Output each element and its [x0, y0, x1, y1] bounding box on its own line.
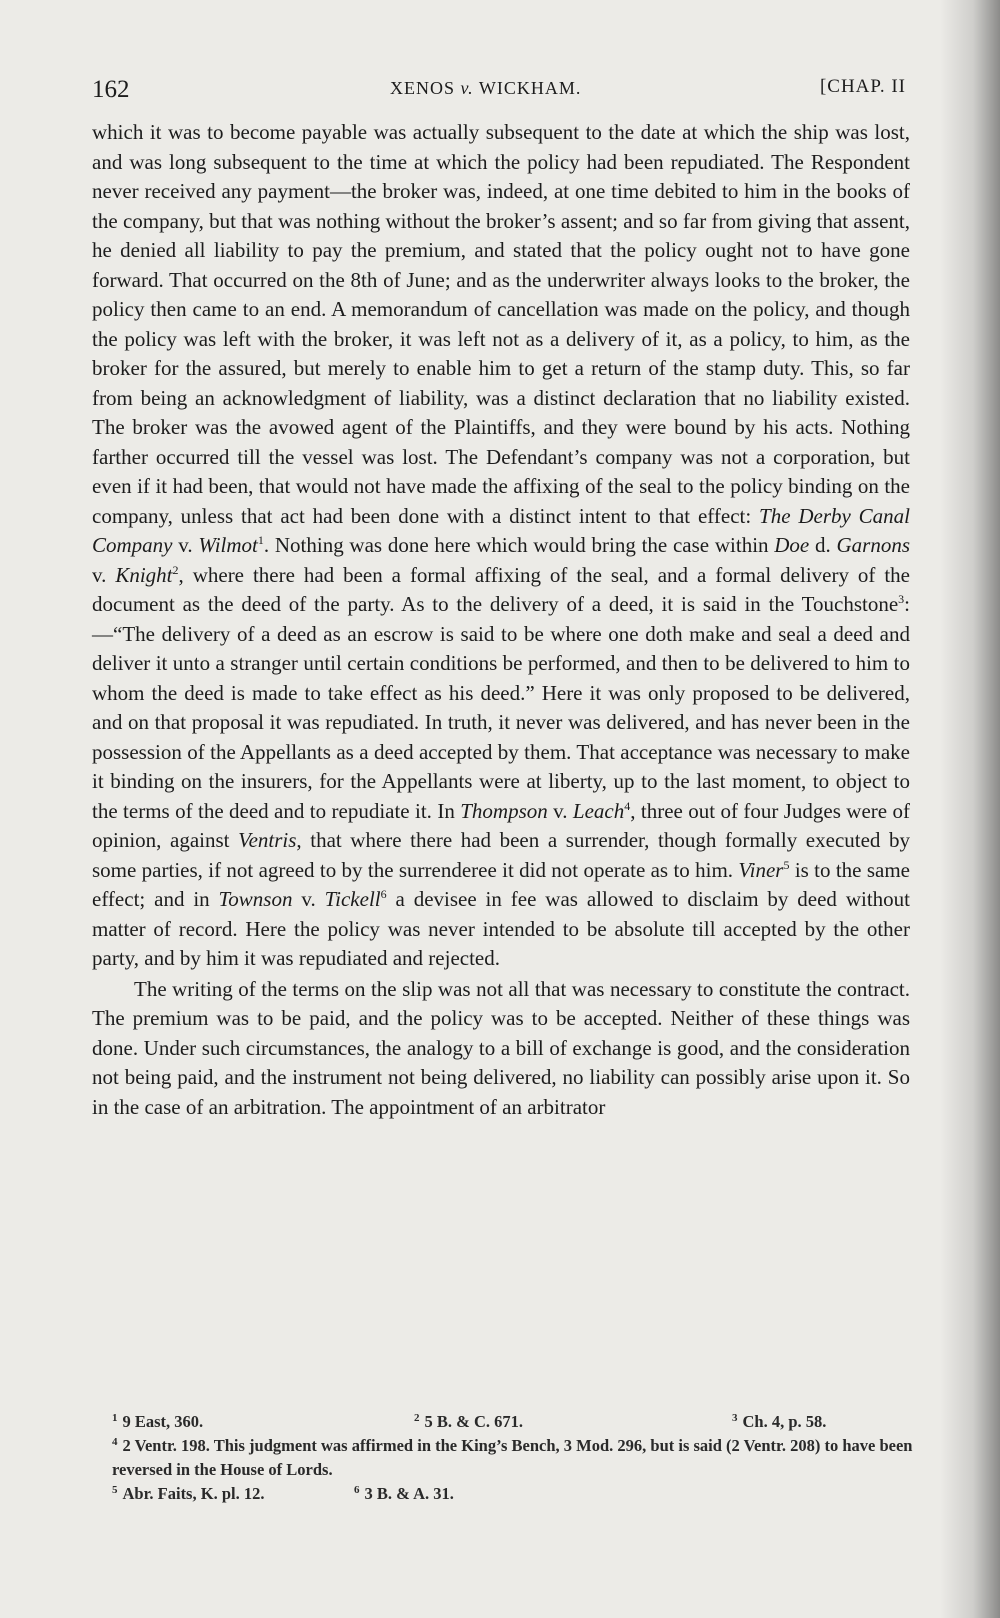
case-name: Thompson: [460, 798, 548, 823]
case-name: Doe: [774, 533, 810, 557]
running-title-part: XENOS: [390, 78, 461, 98]
footnote-marker: 4: [112, 1435, 118, 1448]
footnote-ref: 5: [783, 857, 790, 872]
text-run: . Nothing was done here which would bring the case within: [263, 533, 775, 557]
case-name: Knight: [115, 562, 173, 587]
footnote-3: [614, 1410, 874, 1434]
text-run: v.: [547, 798, 573, 823]
footnotes: [94, 1410, 914, 1506]
running-title-versus: v.: [460, 78, 474, 98]
case-name: Tickell: [324, 887, 381, 911]
case-name: Townson: [218, 887, 293, 911]
footnote-ref: 1: [257, 533, 264, 547]
footnote-ref: 3: [898, 592, 905, 606]
case-name: Leach: [572, 798, 625, 823]
page-number: 162: [92, 76, 130, 103]
case-name: Wilmot: [198, 533, 258, 557]
footnote-text: 2 Ventr. 198. This judgment was affirmed in the King’s Bench, 3 Mod. 296, but is said (2 Ventr. 208) to have been reversed in the House of Lords.: [112, 1436, 913, 1479]
body-text: [92, 118, 910, 1122]
running-header: [92, 74, 912, 110]
running-title-part: WICKHAM.: [473, 78, 582, 98]
text-run: v.: [172, 533, 199, 557]
footnote-row: [94, 1482, 914, 1506]
case-name: Viner: [738, 857, 784, 882]
footnote-5: [94, 1482, 354, 1506]
footnote-text: 3 B. & A. 31.: [364, 1484, 454, 1503]
footnote-ref: 4: [624, 798, 631, 813]
footnote-text: 5 B. & C. 671.: [424, 1412, 524, 1431]
footnote-2: [354, 1410, 614, 1434]
text-run: , three out of four Judges were of opinion, against: [92, 798, 910, 852]
text-run: v.: [92, 562, 116, 587]
footnote-text: Abr. Faits, K. pl. 12.: [122, 1484, 265, 1503]
case-name: The Derby Canal Company: [92, 503, 911, 557]
footnote-marker: 1: [112, 1411, 118, 1424]
text-run: d.: [809, 533, 837, 557]
running-title: [390, 78, 581, 99]
footnote-6: [354, 1482, 454, 1506]
footnote-marker: 5: [112, 1483, 118, 1496]
footnote-row: [94, 1410, 914, 1434]
chapter-reference: [CHAP. II: [819, 76, 906, 97]
footnote-text: Ch. 4, p. 58.: [742, 1412, 827, 1431]
footnote-text: 9 East, 360.: [122, 1412, 204, 1431]
text-run: is to the same effect; and in: [92, 857, 910, 911]
text-run: :—“The delivery of a deed as an escrow is said to be where one doth make and seal a deed and deliver it unto a stranger until certain conditions be performed, and then to be delivered to him to whom the deed is made to take effect as his deed.” Here it was only proposed to be delivered, and on that proposal it was repudiated. In truth, it never was delivered, and has never been in the possession of the Appellants as a deed accepted by them. That acceptance was necessary to make it binding on the insurers, for the Appellants were at liberty, up to the last moment, to object to the terms of the deed and to repudiate it. In: [92, 592, 910, 823]
text-run: a devisee in fee was allowed to disclaim by deed without matter of record. Here the policy was never intended to be absolute till accepted by the other party, and by him it was repudiated and rejected.: [92, 887, 910, 970]
footnote-1: [94, 1410, 354, 1434]
case-name: Garnons: [836, 533, 910, 557]
paragraph-2: The writing of the terms on the slip was not all that was necessary to constitute the contract. The premium was to be paid, and the policy was to be accepted. Neither of these things was done. Under such circumstances, the analogy to a bill of exchange is good, and the consideration not being paid, and the instrument not being delivered, no liability can possibly arise upon it. So in the case of an arbitration. The appointment of an arbitrator: [92, 976, 910, 1119]
paragraph-1: [92, 118, 910, 974]
footnote-marker: 2: [414, 1411, 420, 1424]
text-run: , where there had been a formal affixing of the seal, and a formal delivery of the document as the deed of the party. As to the delivery of a deed, it is said in the Touchstone: [92, 562, 910, 616]
footnote-ref: 6: [380, 887, 387, 901]
text-run: which it was to become payable was actually subsequent to the date at which the ship was lost, and was long subsequent to the time at which the policy had been repudiated. The Respondent never received any payment—the broker was, indeed, at one time debited to him in the books of the company, but that was nothing without the broker’s assent; and so far from giving that assent, he denied all liability to pay the premium, and stated that the policy ought not to have gone forward. That occurred on the 8th of June; and as the underwriter always looks to the broker, the policy then came to an end. A memorandum of cancellation was made on the policy, and though the policy was left with the broker, it was left not as a delivery of it, as a policy, to him, as the broker for the assured, but merely to enable him to get a return of the stamp duty. This, so far from being an acknowledgment of liability, was a distinct declaration that no liability existed. The broker was the avowed agent of the Plaintiffs, and they were bound by his acts. Nothing farther occurred till the vessel was lost. The Defendant’s company was not a corporation, but even if it had been, that would not have made the affixing of the seal to the policy binding on the company, unless that act had been done with a distinct intent to that effect:: [92, 120, 910, 528]
footnote-marker: 3: [732, 1411, 738, 1424]
footnote-marker: 6: [354, 1483, 360, 1496]
case-name: Ventris: [238, 828, 297, 852]
binding-shadow: [940, 0, 1000, 1618]
text-run: v.: [292, 887, 325, 911]
footnote-4: [94, 1434, 914, 1482]
text-run: , that where there had been a surrender, though formally executed by some parties, if not agreed to by the surrenderee it did not operate as to him.: [92, 828, 910, 882]
footnote-ref: 2: [172, 562, 179, 577]
